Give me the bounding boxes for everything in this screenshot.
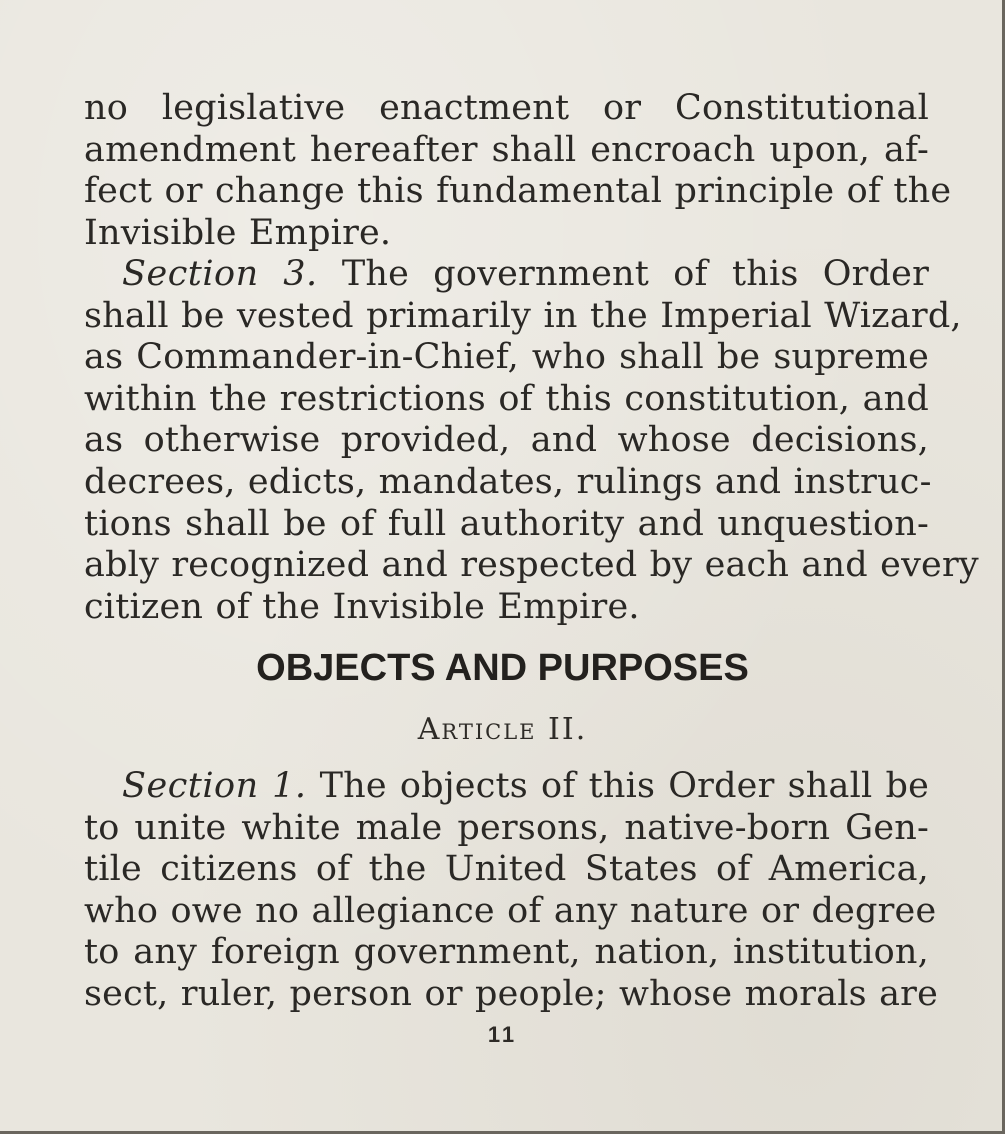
text-line: tile citizens of the United States of America,	[84, 849, 929, 890]
section-label: Section 1.	[122, 766, 307, 806]
article-subheading: Article II.	[417, 712, 588, 747]
text-line: decrees, edicts, mandates, rulings and instruc-	[84, 461, 932, 502]
section-label: Section 3.	[122, 254, 318, 294]
section-3-paragraph	[84, 254, 979, 628]
text-line: within the restrictions of this constitution, and	[84, 378, 929, 419]
page-number: 11	[487, 1022, 518, 1047]
section-1-paragraph	[84, 766, 939, 1016]
text-line: tions shall be of full authority and unquestion-	[84, 503, 929, 544]
text-line-with-label	[84, 254, 929, 296]
text-line-with-label	[84, 766, 929, 808]
text-line: sect, ruler, person or people; whose morals are	[84, 973, 939, 1014]
text-line: as Commander-in-Chief, who shall be supreme	[84, 337, 929, 378]
text-fragment: The government of this Order	[341, 254, 930, 294]
text-line: to unite white male persons, native-born Gen-	[84, 807, 929, 848]
text-line: Invisible Empire.	[84, 212, 392, 253]
text-line: ably recognized and respected by each and every	[84, 545, 979, 586]
section-heading: OBJECTS AND PURPOSES	[256, 647, 749, 689]
text-line: shall be vested primarily in the Imperial Wizard,	[84, 295, 962, 336]
text-line: citizen of the Invisible Empire.	[84, 586, 640, 627]
text-line: as otherwise provided, and whose decisions,	[84, 420, 929, 461]
text-fragment: The objects of this Order shall be	[319, 766, 930, 806]
text-line: who owe no allegiance of any nature or degree	[84, 890, 937, 931]
paragraph-continuation	[84, 88, 952, 254]
text-line: no legislative enactment or Constitutional	[84, 88, 929, 128]
text-line: fect or change this fundamental principle of the	[84, 171, 952, 212]
text-line: amendment hereafter shall encroach upon, af-	[84, 129, 929, 170]
text-line: to any foreign government, nation, institution,	[84, 932, 929, 973]
